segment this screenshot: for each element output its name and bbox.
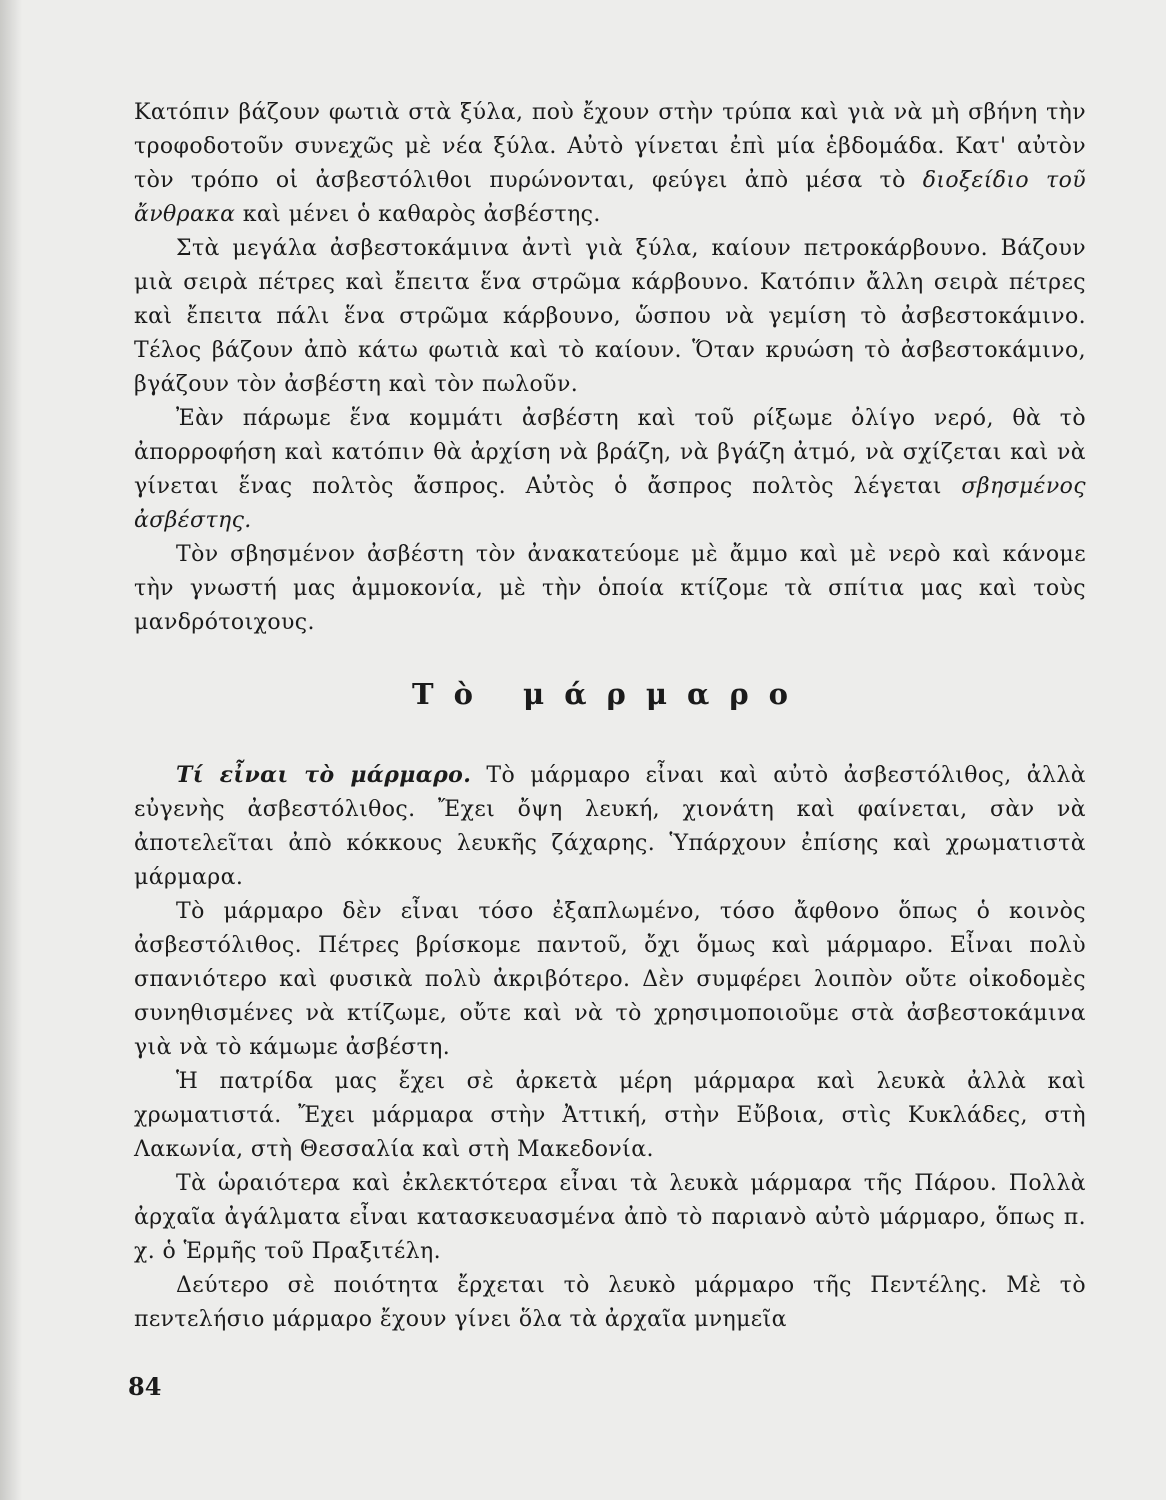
section-heading: Τὸ μάρμαρο — [411, 677, 809, 711]
paragraph-9: Δεύτερο σὲ ποιότητα ἔρχεται τὸ λευκὸ μάρμαρο τῆς Πεντέλης. Μὲ τὸ πεντελήσιο μάρμαρο ἔχουν γίνει ὅλα τὰ ἀρχαῖα μνημεῖα — [134, 1273, 1086, 1332]
paragraph-5 — [134, 758, 1086, 895]
page-edge-shadow — [0, 0, 22, 1500]
paragraph-5-lead: Τί εἶναι τὸ μάρμαρο. — [176, 762, 472, 788]
paragraph-3-text: Ἐὰν πάρωμε ἕνα κομμάτι ἀσβέστη καὶ τοῦ ρίξωμε ὀλίγο νερό, θὰ τὸ ἀπορροφήση καὶ κατόπιν θὰ ἀρχίση νὰ βράζη, νὰ βγάζη ἀτμό, νὰ σχίζεται καὶ νὰ γίνεται ἕνας πολτὸς ἄσπρος. Αὐτὸς ὁ ἄσπρος πολτὸς λέγεται — [134, 406, 1086, 499]
paragraph-1-italic: διοξείδιο τοῦ ἄνθρακα — [134, 168, 1086, 227]
paragraph-3 — [134, 402, 1086, 538]
paragraph-8: Τὰ ὡραιότερα καὶ ἐκλεκτότερα εἶναι τὰ λευκὰ μάρμαρα τῆς Πάρου. Πολλὰ ἀρχαῖα ἀγάλματα εἶναι κατασκευασμένα ἀπὸ τὸ παριανὸ αὐτὸ μάρμαρο, ὅπως π. χ. ὁ Ἑρμῆς τοῦ Πραξιτέλη. — [134, 1171, 1086, 1264]
paragraph-1 — [134, 96, 1086, 232]
paragraph-3-italic: σβησμένος ἀσβέστης. — [134, 474, 1086, 533]
paragraph-4: Τὸν σβησμένον ἀσβέστη τὸν ἀνακατεύομε μὲ ἄμμο καὶ μὲ νερὸ καὶ κάνομε τὴν γνωστή μας ἀμμοκονία, μὲ τὴν ὁποία κτίζομε τὰ σπίτια μας καὶ τοὺς μανδρότοιχους. — [134, 542, 1086, 635]
paragraph-1-end: καὶ μένει ὁ καθαρὸς ἀσβέστης. — [235, 202, 601, 227]
page-body — [134, 96, 1086, 1337]
paragraph-6: Τὸ μάρμαρο δὲν εἶναι τόσο ἐξαπλωμένο, τόσο ἄφθονο ὅπως ὁ κοινὸς ἀσβεστόλιθος. Πέτρες βρίσκομε παντοῦ, ὄχι ὅμως καὶ μάρμαρο. Εἶναι πολὺ σπανιότερο καὶ φυσικὰ πολὺ ἀκριβότερο. Δὲν συμφέρει λοιπὸν οὔτε οἰκοδομὲς συνηθισμένες νὰ κτίζωμε, οὔτε καὶ νὰ τὸ χρησιμοποιοῦμε στὰ ἀσβεστοκάμινα γιὰ νὰ τὸ κάμωμε ἀσβέστη. — [134, 899, 1086, 1060]
paragraph-5-text: Τὸ μάρμαρο εἶναι καὶ αὐτὸ ἀσβεστόλιθος, ἀλλὰ εὐγενὴς ἀσβεστόλιθος. Ἔχει ὄψη λευκή, χιονάτη καὶ φαίνεται, σὰν νὰ ἀποτελεῖται ἀπὸ κόκκους λευκῆς ζάχαρης. Ὑπάρχουν ἐπίσης καὶ χρωματιστὰ μάρμαρα. — [134, 763, 1086, 890]
paragraph-1-text: Κατόπιν βάζουν φωτιὰ στὰ ξύλα, ποὺ ἔχουν στὴν τρύπα καὶ γιὰ νὰ μὴ σβήνη τὴν τροφοδοτοῦν συνεχῶς μὲ νέα ξύλα. Αὐτὸ γίνεται ἐπὶ μία ἑβδομάδα. Κατ' αὐτὸν τὸν τρόπο οἱ ἀσβεστόλιθοι πυρώνονται, φεύγει ἀπὸ μέσα τὸ — [134, 100, 1086, 193]
paragraph-2: Στὰ μεγάλα ἀσβεστοκάμινα ἀντὶ γιὰ ξύλα, καίουν πετροκάρβουνο. Βάζουν μιὰ σειρὰ πέτρες καὶ ἔπειτα ἕνα στρῶμα κάρβουνο. Κατόπιν ἄλλη σειρὰ πέτρες καὶ ἔπειτα πάλι ἕνα στρῶμα κάρβουνο, ὥσπου νὰ γεμίση τὸ ἀσβεστοκάμινο. Τέλος βάζουν ἀπὸ κάτω φωτιὰ καὶ τὸ καίουν. Ὅταν κρυώση τὸ ἀσβεστοκάμινο, βγάζουν τὸν ἀσβέστη καὶ τὸν πωλοῦν. — [134, 236, 1086, 397]
page-number: 84 — [128, 1372, 162, 1401]
paragraph-7: Ἡ πατρίδα μας ἔχει σὲ ἀρκετὰ μέρη μάρμαρα καὶ λευκὰ ἀλλὰ καὶ χρωματιστά. Ἔχει μάρμαρα στὴν Ἀττική, στὴν Εὔβοια, στὶς Κυκλάδες, στὴ Λακωνία, στὴ Θεσσαλία καὶ στὴ Μακεδονία. — [134, 1069, 1086, 1162]
